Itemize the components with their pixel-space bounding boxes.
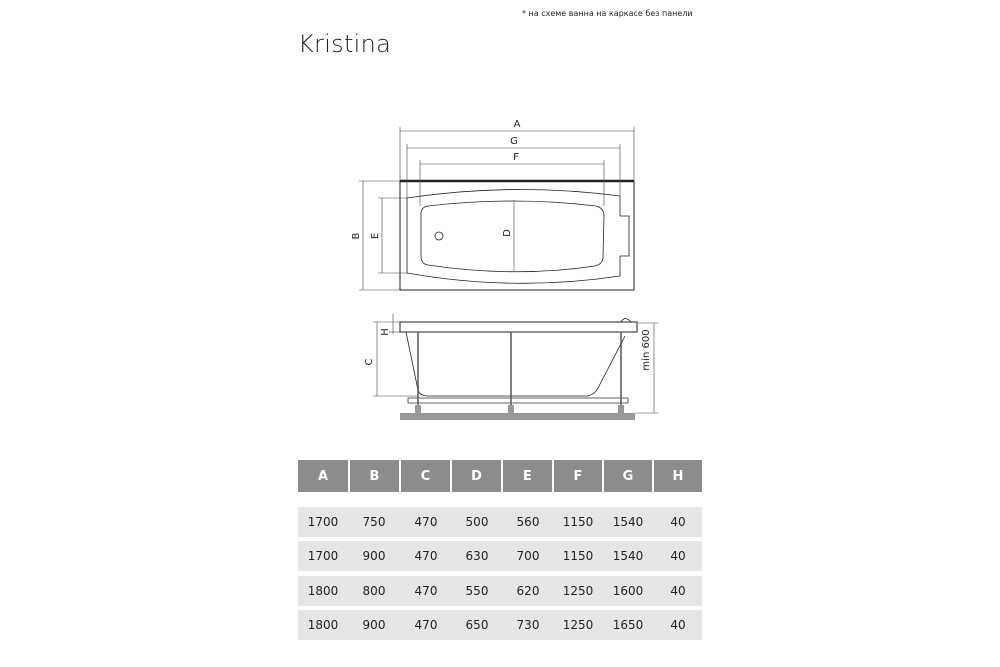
column-header: C xyxy=(401,460,450,492)
table-cell: 1650 xyxy=(612,618,644,632)
table-cell: 40 xyxy=(670,584,686,598)
table-cell: 1540 xyxy=(612,515,644,529)
table-cell: 1600 xyxy=(612,584,644,598)
table-cell: 1250 xyxy=(562,584,594,598)
table-cell: 1800 xyxy=(307,584,339,598)
table-cell: 800 xyxy=(362,584,386,598)
table-row xyxy=(298,576,702,606)
table-cell: 630 xyxy=(465,549,489,563)
table-cell: 1700 xyxy=(307,515,339,529)
label-a: A xyxy=(513,119,521,130)
page-title: Kristina xyxy=(298,30,392,58)
table-cell: 470 xyxy=(414,549,438,563)
table-cell: 470 xyxy=(414,515,438,529)
label-h: H xyxy=(380,328,391,336)
label-f: F xyxy=(513,152,519,163)
table-cell: 620 xyxy=(516,584,540,598)
table-cell: 40 xyxy=(670,618,686,632)
table-cell: 900 xyxy=(362,549,386,563)
table-cell: 1540 xyxy=(612,549,644,563)
table-cell: 1250 xyxy=(562,618,594,632)
table-cell: 1150 xyxy=(562,549,594,563)
top-view xyxy=(359,127,634,290)
table-cell: 650 xyxy=(465,618,489,632)
side-view xyxy=(373,314,658,420)
label-min-600: min 600 xyxy=(641,329,652,371)
label-c: C xyxy=(364,358,375,366)
column-header: G xyxy=(604,460,652,492)
column-header: D xyxy=(452,460,501,492)
table-cell: 550 xyxy=(465,584,489,598)
table-cell: 1150 xyxy=(562,515,594,529)
label-b: B xyxy=(351,232,362,240)
table-cell: 470 xyxy=(414,618,438,632)
table-cell: 40 xyxy=(670,515,686,529)
table-cell: 470 xyxy=(414,584,438,598)
column-header: H xyxy=(654,460,702,492)
column-header: F xyxy=(554,460,602,492)
table-cell: 560 xyxy=(516,515,540,529)
table-cell: 1700 xyxy=(307,549,339,563)
dimension-labels xyxy=(351,119,652,371)
column-header: E xyxy=(503,460,552,492)
table-row xyxy=(298,610,702,640)
table-cell: 900 xyxy=(362,618,386,632)
label-e: E xyxy=(370,232,381,240)
table-cell: 1800 xyxy=(307,618,339,632)
table-cell: 750 xyxy=(362,515,386,529)
table-row xyxy=(298,507,702,537)
table-cell: 500 xyxy=(465,515,489,529)
table-cell: 40 xyxy=(670,549,686,563)
table-row xyxy=(298,541,702,571)
table-cell: 700 xyxy=(516,549,540,563)
table-cell: 730 xyxy=(516,618,540,632)
label-g: G xyxy=(510,136,518,147)
scheme-note: * на схеме ванна на каркасе без панели xyxy=(522,9,693,18)
column-header: B xyxy=(350,460,399,492)
column-header: A xyxy=(298,460,348,492)
label-d: D xyxy=(502,229,513,237)
